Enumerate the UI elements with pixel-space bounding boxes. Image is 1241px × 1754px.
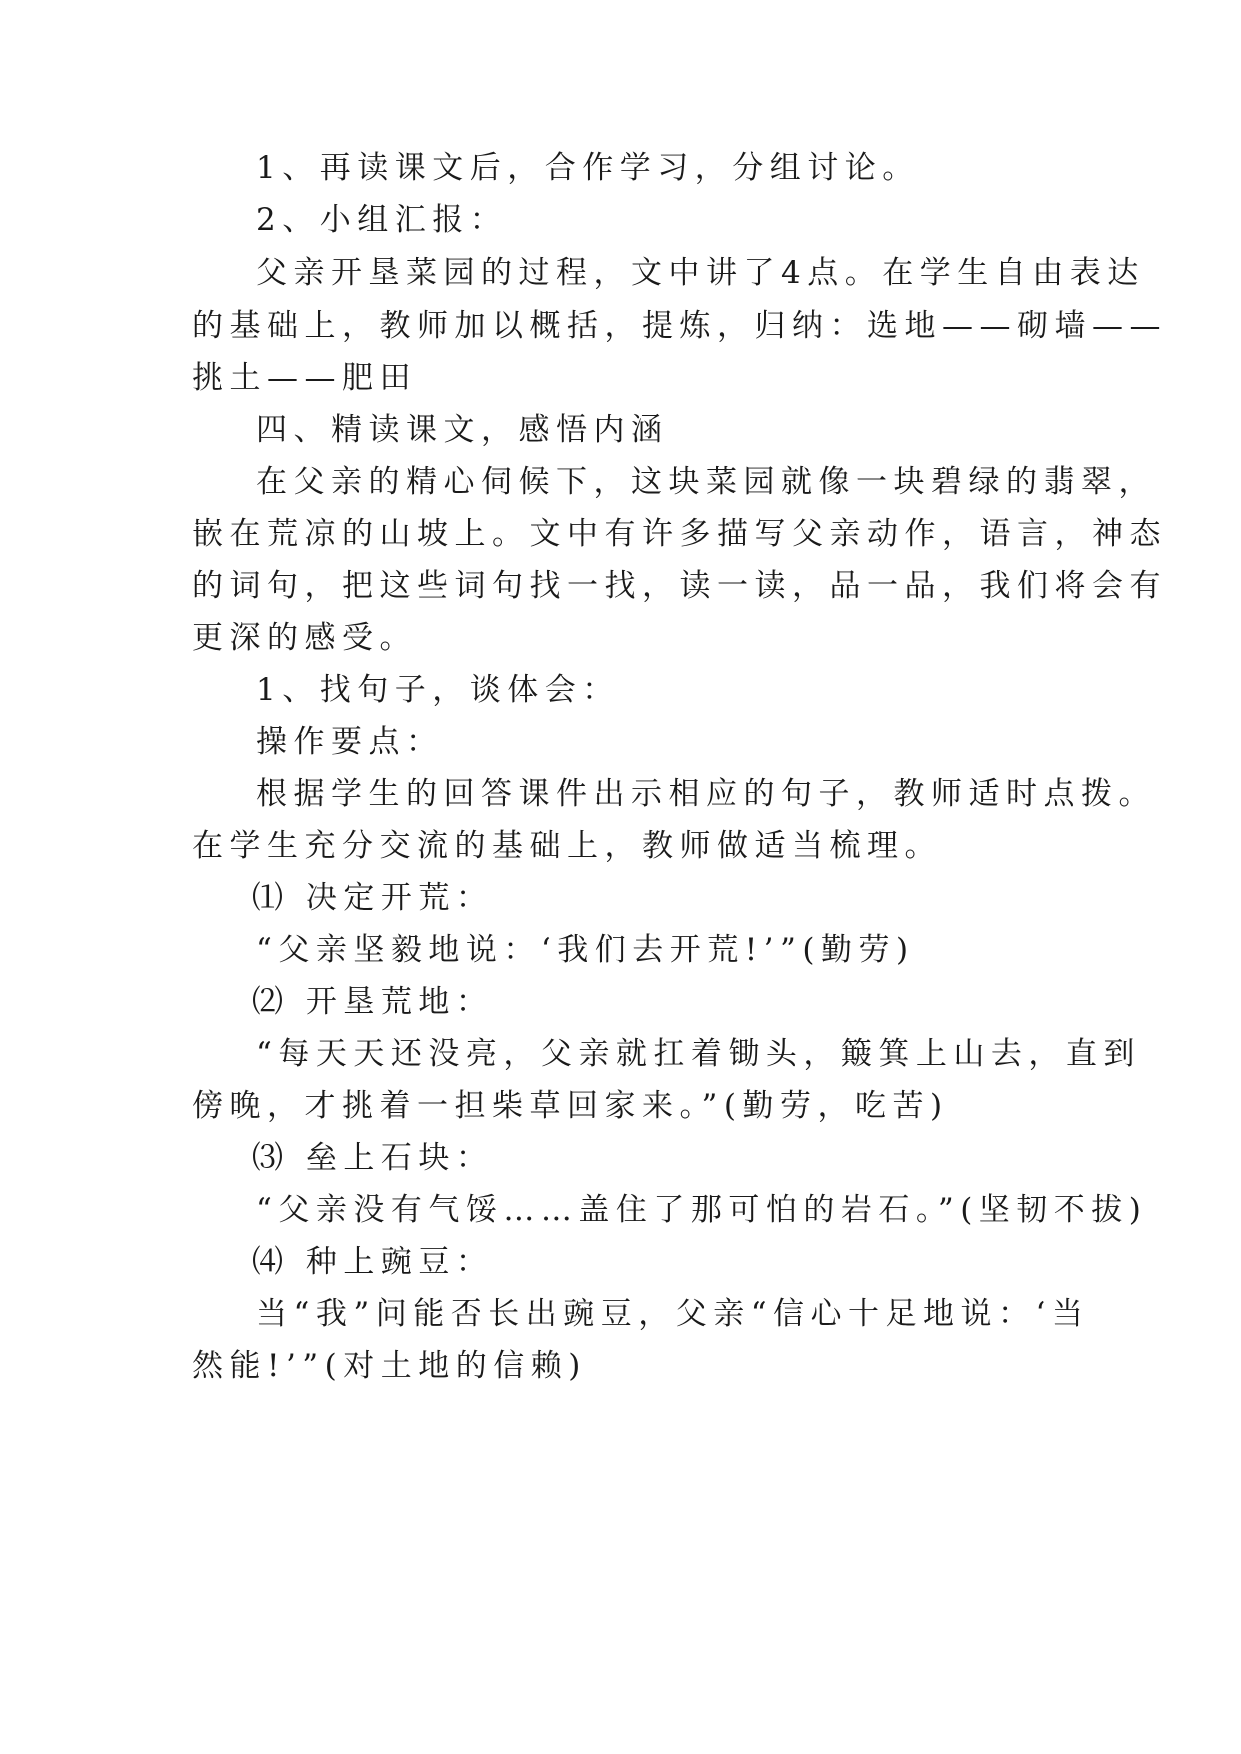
list-item-heading: ⑴ 决定开荒： (252, 880, 494, 916)
paragraph-line: 嵌在荒凉的山坡上。文中有许多描写父亲动作，语言，神态 (192, 516, 1167, 552)
paragraph-line: 挑土——肥田 (192, 360, 417, 396)
paragraph-line: 1、再读课文后，合作学习，分组讨论。 (256, 150, 920, 186)
paragraph-line: 在父亲的精心伺候下，这块菜园就像一块碧绿的翡翠， (256, 464, 1156, 500)
paragraph-line: 的基础上，教师加以概括，提炼，归纳：选地——砌墙—— (192, 308, 1167, 344)
section-heading: 四、精读课文，感悟内涵 (256, 412, 669, 448)
quote-line: 傍晚，才挑着一担柴草回家来。”(勤劳，吃苦) (192, 1088, 949, 1124)
paragraph-line: 根据学生的回答课件出示相应的句子，教师适时点拨。 (256, 776, 1156, 812)
paragraph-line: 然能!’”(对土地的信赖) (192, 1348, 587, 1384)
paragraph-line: 操作要点： (256, 724, 444, 760)
paragraph-line: 的词句，把这些词句找一找，读一读，品一品，我们将会有 (192, 568, 1167, 604)
paragraph-line: 更深的感受。 (192, 620, 417, 656)
list-item-heading: ⑶ 垒上石块： (252, 1140, 494, 1176)
list-item-heading: ⑵ 开垦荒地： (252, 984, 494, 1020)
quote-line: “父亲坚毅地说：‘我们去开荒!’”(勤劳) (256, 932, 915, 968)
paragraph-line: 1、找句子，谈体会： (256, 672, 620, 708)
paragraph-line: 2、小组汇报： (256, 202, 508, 238)
quote-line: “每天天还没亮，父亲就扛着锄头，簸箕上山去，直到 (256, 1036, 1141, 1072)
quote-line: “父亲没有气馁……盖住了那可怕的岩石。”(坚韧不拔) (256, 1192, 1148, 1228)
paragraph-line: 在学生充分交流的基础上，教师做适当梳理。 (192, 828, 942, 864)
paragraph-line: 当“我”问能否长出豌豆，父亲“信心十足地说：‘当 (256, 1296, 1090, 1332)
paragraph-line: 父亲开垦菜园的过程，文中讲了4点。在学生自由表达 (256, 255, 1145, 291)
list-item-heading: ⑷ 种上豌豆： (252, 1244, 494, 1280)
